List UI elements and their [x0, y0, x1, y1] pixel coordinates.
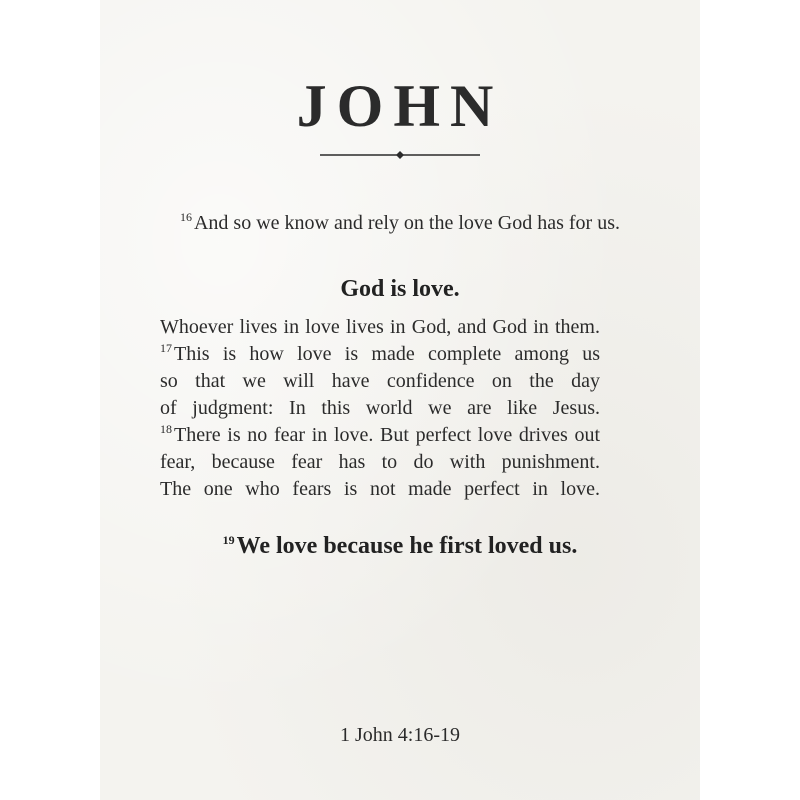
scripture-reference: 1 John 4:16-19: [340, 724, 460, 746]
verse-16: [160, 212, 640, 235]
passage-line-text: so that we will have confidence on the day: [160, 370, 600, 392]
passage-line-text: The one who fears is not made perfect in love.: [160, 478, 600, 500]
passage-line: [160, 314, 600, 341]
body-passage: [160, 314, 600, 503]
book-title: JOHN: [296, 73, 504, 139]
divider-ornament: [320, 150, 480, 160]
verse-number: 16: [179, 210, 192, 225]
passage-line-text: Whoever lives in love lives in God, and God in them.: [160, 316, 600, 338]
passage-line: [160, 422, 600, 449]
passage-line: [160, 395, 600, 422]
verse-19: [100, 533, 700, 560]
passage-line-text: This is how love is made complete among us: [174, 343, 600, 365]
verse-number: 19: [222, 533, 235, 547]
verse-text: And so we know and rely on the love God has for us.: [193, 212, 621, 234]
passage-line: [160, 368, 600, 395]
passage-line: [160, 341, 600, 368]
passage-line-text: There is no fear in love. But perfect love drives out: [174, 424, 600, 446]
heading: God is love.: [340, 276, 460, 302]
passage-line: [160, 449, 600, 476]
passage-line: [160, 476, 600, 503]
verse-number: 17: [160, 341, 172, 356]
verse-text: We love because he first loved us.: [236, 533, 578, 559]
passage-line-text: of judgment: In this world we are like Jesus.: [160, 397, 600, 419]
verse-number: 18: [160, 422, 172, 437]
passage-line-text: fear, because fear has to do with punishment.: [160, 451, 600, 473]
scripture-poster: [100, 0, 700, 800]
